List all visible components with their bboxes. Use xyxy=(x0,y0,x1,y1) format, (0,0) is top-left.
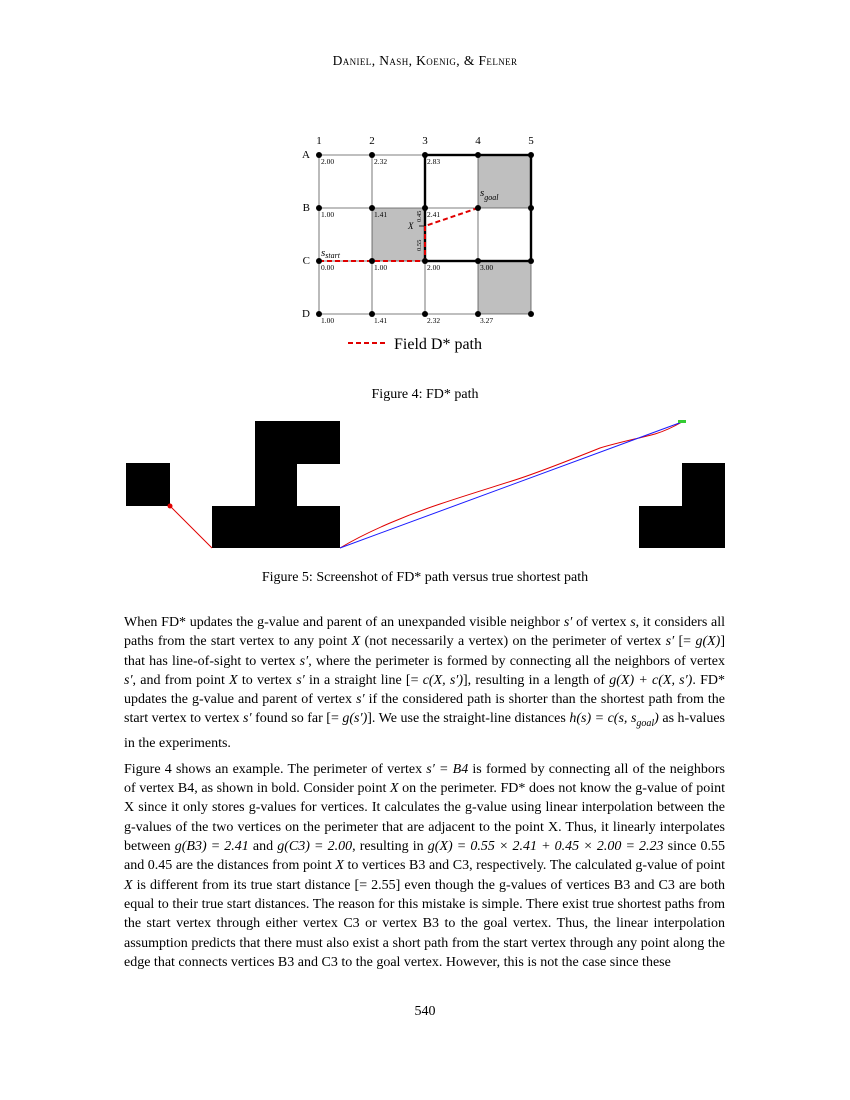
row-label: D xyxy=(302,308,310,320)
goal-label: $s_{goal}$ xyxy=(480,187,499,202)
distance-lower-label: 0.55 xyxy=(416,239,423,251)
start-label: sstart xyxy=(321,247,340,260)
col-label: 2 xyxy=(369,135,375,147)
figure-4-caption: Figure 4: FD* path xyxy=(371,387,479,402)
g-value: 2.00 xyxy=(427,263,441,272)
g-value: 1.41 xyxy=(374,316,388,325)
paragraph-2: Figure 4 shows an example. The perimeter of vertex s′ = B4 is formed by connecting all of the neighbors of vertex B4, as shown in bold. Consider point X on the perimeter. FD* does not know the g-value of point X since it only stores g-values for vertices. It calculates the g-value using linear interpolation between the g-values of the two vertices on the perimeter that are adjacent to the point X. Thus, it linearly interpolates between g(B3) = 2.41 and g(C3) = 2.00, resulting in g(X) = 0.55 × 2.41 + 0.45 × 2.00 = 2.23 since 0.55 and 0.45 are the distances from point X to vertices B3 and C3, respectively. The calculated g-value of point X is different from its true start distance [= 2.55] even though the g-values of vertices B3 and C3 are both equal to their true start distances. The reason for this mistake is simple. There exist true shortest paths from the start vertex through either vertex C3 or vertex B3 to the goal vertex. Thus, the linear interpolation assumption predicts that there must also exist a short path from the start vertex through any point along the edge that connects vertices B3 and C3 to the goal vertex. However, this is not the case since these xyxy=(124,761,725,970)
running-header: Daniel, Nash, Koenig, & Felner xyxy=(332,53,518,68)
g-value: 3.00 xyxy=(480,263,494,272)
g-value: 2.32 xyxy=(374,157,388,166)
g-value: 2.83 xyxy=(427,157,441,166)
g-value: 1.00 xyxy=(321,316,335,325)
obstacle xyxy=(126,463,170,506)
figure-5-screenshot xyxy=(120,412,730,557)
row-label: C xyxy=(302,255,310,267)
g-value: 1.41 xyxy=(374,210,388,219)
legend-label: Field D* path xyxy=(394,336,482,353)
page-number: 540 xyxy=(414,1004,436,1019)
distance-upper-label: 0.45 xyxy=(416,210,423,222)
g-value: 2.41 xyxy=(427,210,441,219)
g-value: 2.32 xyxy=(427,316,441,325)
start-marker xyxy=(168,504,173,509)
figure-5-caption: Figure 5: Screenshot of FD* path versus true shortest path xyxy=(261,570,589,585)
g-value: 1.00 xyxy=(321,210,335,219)
row-label: A xyxy=(302,149,310,161)
obstacle xyxy=(639,463,725,548)
body-text xyxy=(124,613,725,979)
paragraph-1: When FD* updates the g-value and parent of an unexpanded visible neighbor s′ of vertex s, it considers all paths from the start vertex to any point X (not necessarily a vertex) on the perimeter of vertex s′ [= g(X)] that has line-of-sight to vertex s′, where the perimeter is formed by connecting all the neighbors of vertex s′, and from point X to vertex s′ in a straight line [= c(X, s′)], resulting in a length of g(X) + c(X, s′). FD* updates the g-value and parent of vertex s′ if the considered path is shorter than the shortest path from the start vertex to vertex s′ found so far [= g(s′)]. We use the straight-line distances h(s) = c(s, $s_{goal}$) as h-values in the experiments. xyxy=(124,615,726,751)
g-value: 1.00 xyxy=(374,263,388,272)
goal-marker xyxy=(678,420,686,423)
col-label: 1 xyxy=(316,135,322,147)
g-value: 2.00 xyxy=(321,157,335,166)
point-x-label: X xyxy=(408,221,414,231)
obstacle xyxy=(212,421,340,548)
col-label: 5 xyxy=(528,135,534,147)
g-value: 0.00 xyxy=(321,263,335,272)
col-label: 3 xyxy=(422,135,428,147)
g-value: 3.27 xyxy=(480,316,494,325)
row-label: B xyxy=(302,202,310,214)
true-shortest-path xyxy=(340,422,682,548)
col-label: 4 xyxy=(475,135,481,147)
fd-star-path xyxy=(170,506,212,548)
figure-4-grid xyxy=(290,125,560,360)
